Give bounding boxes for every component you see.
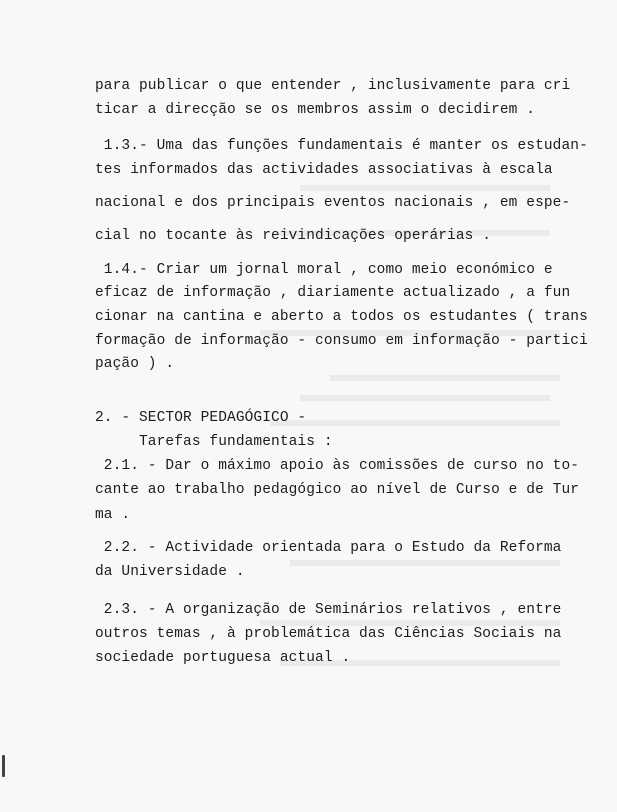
section-heading: 2. - SECTOR PEDAGÓGICO - xyxy=(95,410,307,426)
section-subheading: Tarefas fundamentais : xyxy=(95,434,333,450)
text-line-1: para publicar o que entender , inclusivamente para cri xyxy=(95,78,571,94)
text-line-11: pação ) . xyxy=(95,356,175,372)
text-line-15: cante ao trabalho pedagógico ao nível de Curso e de Tur xyxy=(95,482,580,498)
text-line-9: cionar na cantina e aberto a todos os estudantes ( trans xyxy=(95,309,588,325)
text-line-10: formação de informação - consumo em informação - partici xyxy=(95,333,588,349)
text-line-8: eficaz de informação , diariamente actualizado , a fun xyxy=(95,285,571,301)
text-line-18: da Universidade . xyxy=(95,564,245,580)
text-line-7: 1.4.- Criar um jornal moral , como meio económico e xyxy=(95,262,553,278)
text-line-5: nacional e dos principais eventos nacionais , em espe- xyxy=(95,195,571,211)
text-line-3: 1.3.- Uma das funções fundamentais é manter os estudan- xyxy=(95,138,588,154)
text-line-17: 2.2. - Actividade orientada para o Estudo da Reforma xyxy=(95,540,562,556)
text-line-6: cial no tocante às reivindicações operárias . xyxy=(95,228,492,244)
text-line-4: tes informados das actividades associativas à escala xyxy=(95,162,553,178)
text-line-16: ma . xyxy=(95,507,131,523)
text-line-2: ticar a direcção se os membros assim o decidirem . xyxy=(95,102,536,118)
text-line-20: outros temas , à problemática das Ciências Sociais na xyxy=(95,626,562,642)
text-line-19: 2.3. - A organização de Seminários relativos , entre xyxy=(95,602,562,618)
edge-scan-mark xyxy=(2,755,5,777)
text-line-14: 2.1. - Dar o máximo apoio às comissões de curso no to- xyxy=(95,458,580,474)
text-line-21: sociedade portuguesa actual . xyxy=(95,650,351,666)
